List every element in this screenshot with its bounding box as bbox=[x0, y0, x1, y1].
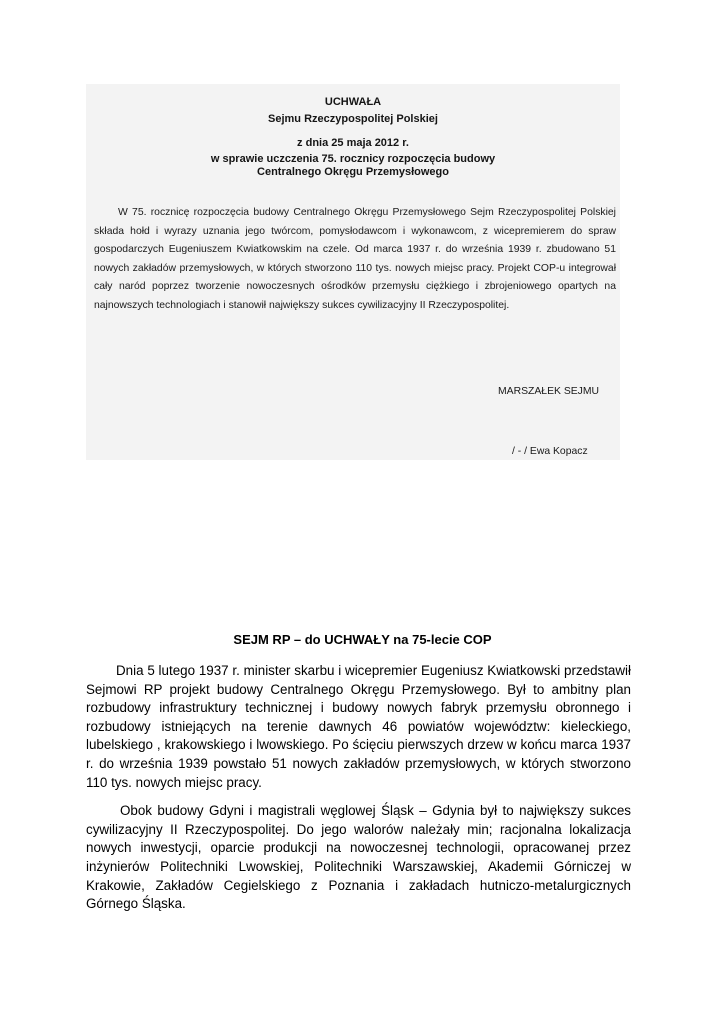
article-title: SEJM RP – do UCHWAŁY na 75-lecie COP bbox=[233, 632, 492, 647]
resolution-issuer: Sejmu Rzeczypospolitej Polskiej bbox=[268, 113, 438, 125]
scanned-resolution bbox=[86, 84, 620, 460]
resolution-body bbox=[94, 204, 616, 316]
resolution-paragraph: W 75. rocznicę rozpoczęcia budowy Centralnego Okręgu Przemysłowego Sejm Rzeczypospolitej Polskiej składa hołd i wyrazy uznania jego twórcom, pomysłodawcom i wykonawcom, z wicepremierem do spraw gospodarczych Eugeniuszem Kwiatkowskim na czele. Od marca 1937 r. do września 1939 r. zbudowano 51 nowych zakładów przemysłowych, w których stworzono 110 tys. nowych miejsc pracy. Projekt COP-u integrował cały naród poprzez tworzenie nowoczesnych ośrodków przemysłu ciężkiego i zbrojeniowego opartych na najnowszych technologiach i stanowił największy sukces cywilizacyjny II Rzeczypospolitej. bbox=[94, 207, 616, 311]
signature-line: / - / Ewa Kopacz bbox=[512, 446, 588, 457]
marszalek-label: MARSZAŁEK SEJMU bbox=[498, 386, 600, 397]
resolution-subject-line-2: Centralnego Okręgu Przemysłowego bbox=[257, 166, 449, 178]
article-paragraph-2: Obok budowy Gdyni i magistrali węglowej Śląsk – Gdynia był to największy sukces cywilizacyjny II Rzeczypospolitej. Do jego walorów należały min; racjonalna lokalizacja nowych inwestycji, oparcie produkcji na nowoczesnej technologii, opracowanej przez inżynierów Politechniki Lwowskiej, Politechniki Warszawskiej, Akademii Górniczej w Krakowie, Zakładów Cegielskiego z Poznania i zakładach hutniczo-metalurgicznych Górnego Śląska. bbox=[86, 803, 631, 912]
resolution-date: z dnia 25 maja 2012 r. bbox=[297, 137, 409, 149]
resolution-subject-line-1: w sprawie uczczenia 75. rocznicy rozpoczęcia budowy bbox=[210, 153, 496, 165]
article-paragraph-1: Dnia 5 lutego 1937 r. minister skarbu i wicepremier Eugeniusz Kwiatkowski przedstawił Sejmowi RP projekt budowy Centralnego Okręgu Przemysłowego. Był to ambitny plan rozbudowy infrastruktury technicznej i budowy nowych fabryk przemysłu obronnego i rozbudowy istniejących na terenie dawnych 46 powiatów województw: kieleckiego, lubelskiego , krakowskiego i lwowskiego. Po ścięciu pierwszych drzew w końcu marca 1937 r. do września 1939 powstało 51 nowych zakładów przemysłowych, w których stworzono 110 tys. nowych miejsc pracy. bbox=[86, 663, 631, 790]
article-body bbox=[86, 662, 631, 924]
resolution-title: UCHWAŁA bbox=[324, 96, 382, 108]
